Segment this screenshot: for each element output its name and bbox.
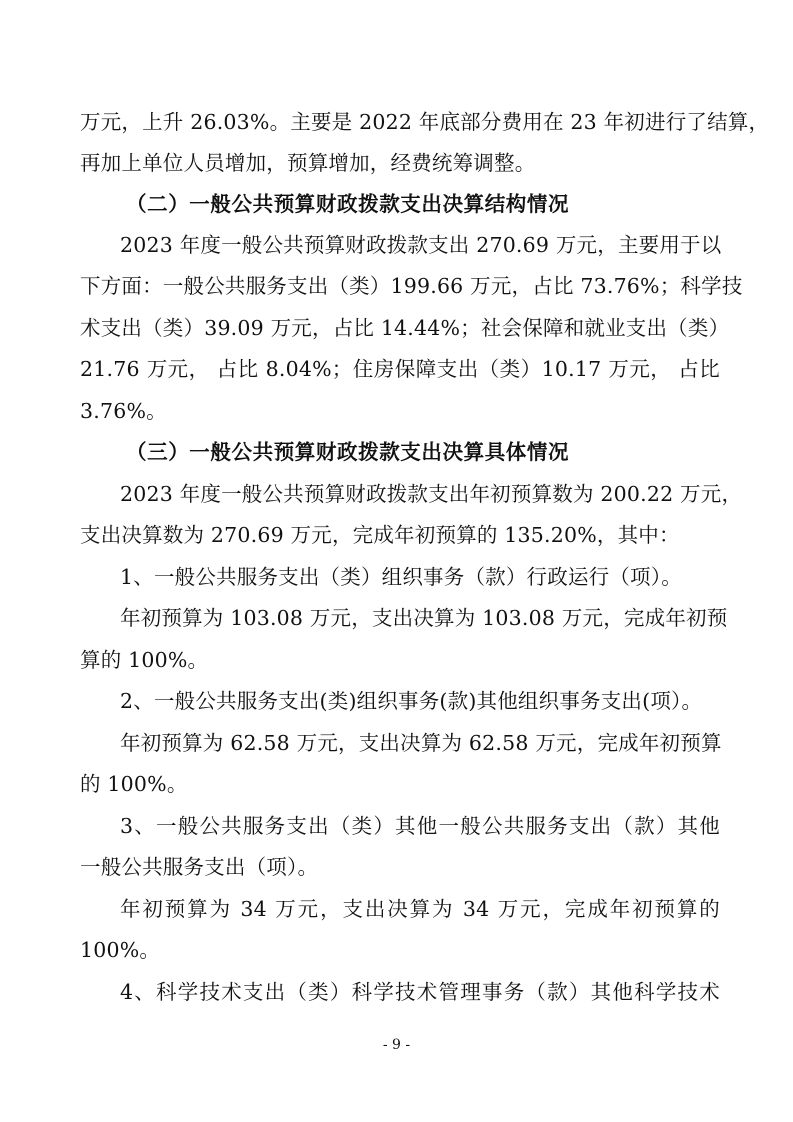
page-number: - 9 - [382,1037,411,1053]
paragraph-line: 3.76%。 [80,399,167,423]
paragraph-line: 2023 年度一般公共预算财政拨款支出年初预算数为 200.22 万元， [120,482,743,506]
paragraph-line: 算的 100%。 [80,648,209,672]
paragraph-line: 年初预算为 103.08 万元，支出决算为 103.08 万元，完成年初预 [120,606,728,630]
paragraph-line: 100%。 [80,938,161,962]
paragraph-line: 21.76 万元， 占比 8.04%；住房保障支出（类）10.17 万元， 占比 [80,357,720,381]
item-title: 2、一般公共服务支出(类)组织事务(款)其他组织事务支出(项）。 [120,689,703,713]
item-title: 1、一般公共服务支出（类）组织事务（款）行政运行（项）。 [120,565,682,589]
section-heading-2: （二）一般公共预算财政拨款支出决算结构情况 [126,192,570,216]
section-heading-3: （三）一般公共预算财政拨款支出决算具体情况 [126,440,570,464]
paragraph-line: 再加上单位人员增加，预算增加，经费统筹调整。 [80,151,536,175]
paragraph-line: 的 100%。 [80,772,188,796]
item-title: 4、科学技术支出（类）科学技术管理事务（款）其他科学技术 [120,980,720,1004]
paragraph-line: 年初预算为 34 万元，支出决算为 34 万元，完成年初预算的 [120,897,720,921]
item-title: 3、一般公共服务支出（类）其他一般公共服务支出（款）其他 [120,814,720,838]
paragraph-line: 万元，上升 26.03%。主要是 2022 年底部分费用在 23 年初进行了结算， [80,110,770,134]
paragraph-line: 2023 年度一般公共预算财政拨款支出 270.69 万元，主要用于以 [120,233,722,257]
paragraph-line: 支出决算数为 270.69 万元，完成年初预算的 135.20%，其中： [80,523,680,547]
paragraph-line: 术支出（类）39.09 万元，占比 14.44%；社会保障和就业支出（类） [80,316,730,340]
item-title: 一般公共服务支出（项）。 [80,855,319,879]
paragraph-line: 下方面：一般公共服务支出（类）199.66 万元，占比 73.76%；科学技 [80,274,743,298]
paragraph-line: 年初预算为 62.58 万元，支出决算为 62.58 万元，完成年初预算 [120,731,722,755]
